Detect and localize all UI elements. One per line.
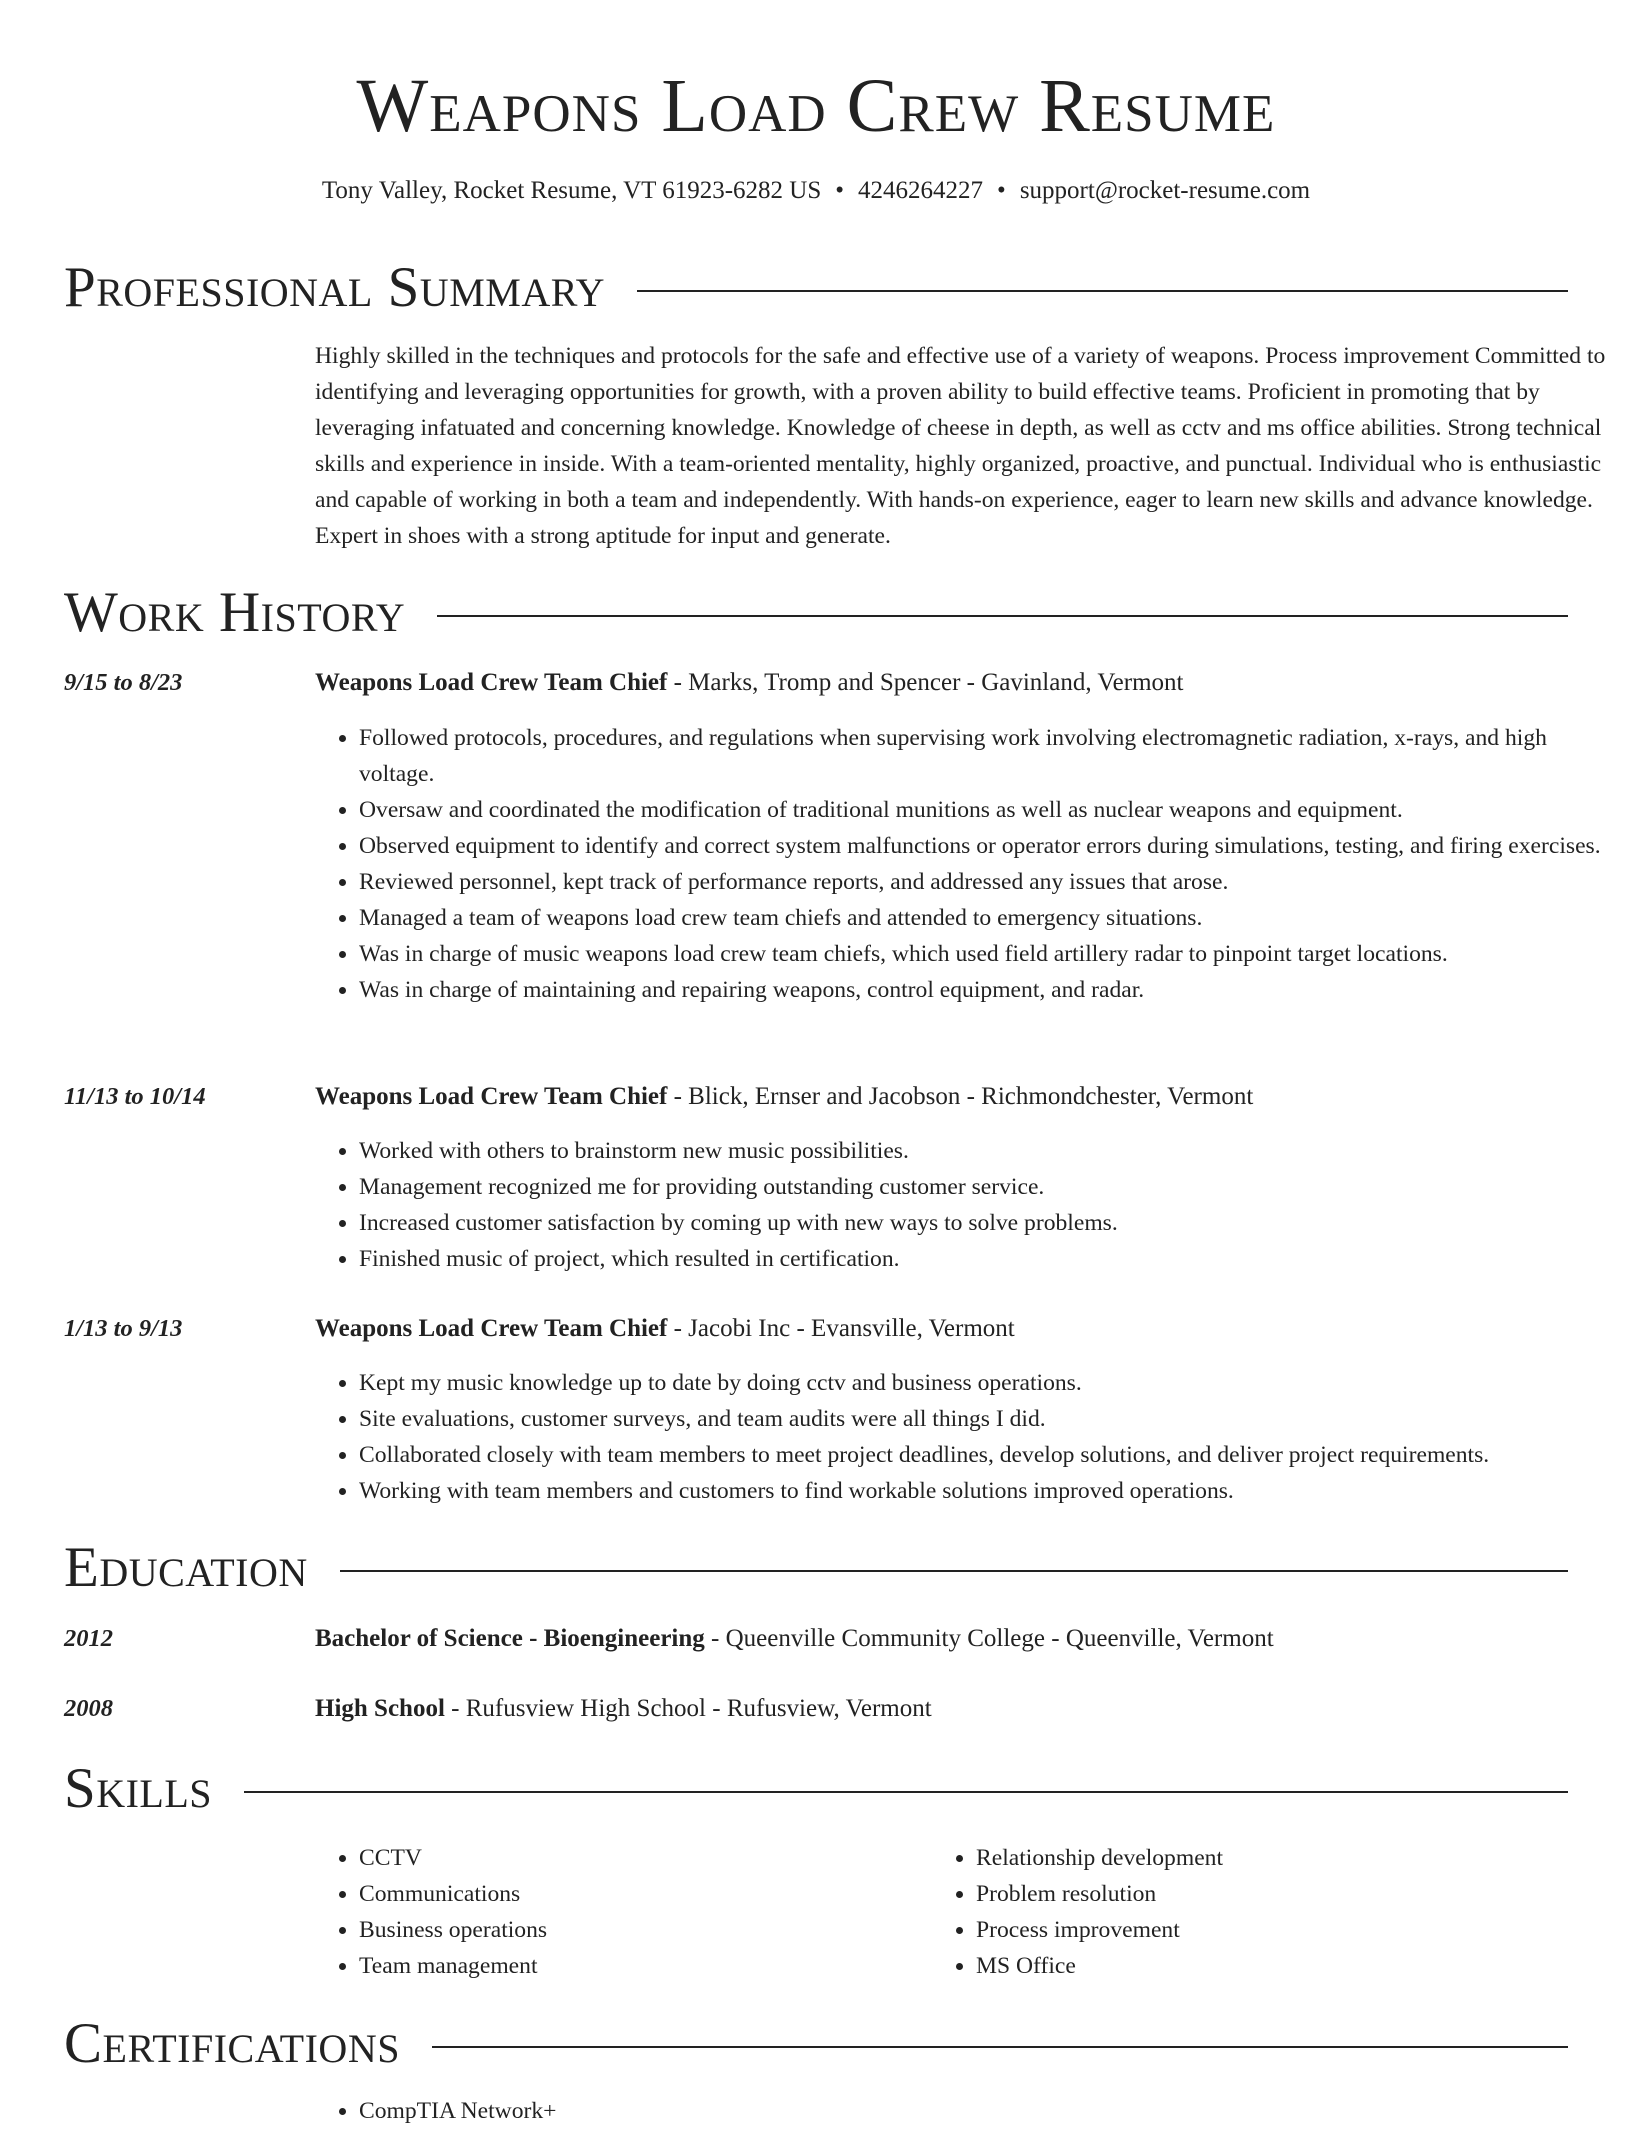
contact-phone: 4246264227 <box>858 177 984 204</box>
skills-list-right <box>932 1840 1576 1984</box>
job-title: Weapons Load Crew Team Chief <box>315 1315 668 1342</box>
section-divider <box>340 1570 1568 1572</box>
list-item: • Followed protocols, procedures, and regulations when supervising work involving electromagnetic radiation, x-rays, and high voltage. <box>359 720 1612 792</box>
section-header-skills <box>64 1757 1568 1821</box>
education-details: - Rufusview High School - Rufusview, Vermont <box>444 1695 932 1722</box>
job-dates: 11/13 to 10/14 <box>64 1083 206 1110</box>
list-item: • Communications <box>359 1876 939 1912</box>
skills-list-left <box>315 1840 939 1984</box>
job-dates: 1/13 to 9/13 <box>64 1315 183 1342</box>
education-year: 2012 <box>64 1625 113 1652</box>
job-details: - Marks, Tromp and Spencer - Gavinland, Vermont <box>667 669 1184 696</box>
section-header-certifications <box>64 2012 1568 2076</box>
job-bullets <box>315 1133 1612 1277</box>
list-item: • Increased customer satisfaction by coming up with new ways to solve problems. <box>359 1205 1612 1241</box>
list-item: • CCTV <box>359 1840 939 1876</box>
job-bullets <box>315 1365 1612 1509</box>
list-item: • Kept my music knowledge up to date by doing cctv and business operations. <box>359 1365 1612 1401</box>
job-header <box>315 1312 1568 1346</box>
list-item: • Reviewed personnel, kept track of performance reports, and addressed any issues that arose. <box>359 864 1612 900</box>
education-degree: Bachelor of Science - Bioengineering <box>315 1625 705 1652</box>
list-item: • MS Office <box>976 1948 1576 1984</box>
contact-separator: • <box>835 177 845 204</box>
list-item: • Management recognized me for providing outstanding customer service. <box>359 1169 1612 1205</box>
education-degree: High School <box>315 1695 445 1722</box>
contact-address: Tony Valley, Rocket Resume, VT 61923-6282 US <box>321 177 822 204</box>
list-item: • Worked with others to brainstorm new music possibilities. <box>359 1133 1612 1169</box>
certifications-list <box>315 2093 1559 2129</box>
contact-line <box>64 174 1568 208</box>
section-divider <box>432 2046 1568 2048</box>
list-item: • Business operations <box>359 1912 939 1948</box>
job-dates: 9/15 to 8/23 <box>64 669 183 696</box>
list-item: • Problem resolution <box>976 1876 1576 1912</box>
list-item: • Finished music of project, which resulted in certification. <box>359 1241 1612 1277</box>
education-header <box>315 1622 1568 1656</box>
job-details: - Blick, Ernser and Jacobson - Richmondchester, Vermont <box>667 1083 1254 1110</box>
list-item: • Collaborated closely with team members to meet project deadlines, develop solutions, and deliver project requirements. <box>359 1437 1612 1473</box>
job-title: Weapons Load Crew Team Chief <box>315 669 668 696</box>
list-item: • Process improvement <box>976 1912 1576 1948</box>
job-bullets <box>315 720 1612 1008</box>
list-item: • Observed equipment to identify and correct system malfunctions or operator errors during simulations, testing, and firing exercises. <box>359 828 1612 864</box>
contact-email: support@rocket-resume.com <box>1019 177 1311 204</box>
section-header-education <box>64 1536 1568 1600</box>
job-details: - Jacobi Inc - Evansville, Vermont <box>667 1315 1015 1342</box>
resume-title: Weapons Load Crew Resume <box>356 64 1276 148</box>
section-divider <box>437 615 1568 617</box>
section-title-summary: Professional Summary <box>64 256 606 319</box>
section-title-education: Education <box>64 1536 308 1599</box>
list-item: • Was in charge of music weapons load crew team chiefs, which used field artillery radar to pinpoint target locations. <box>359 936 1612 972</box>
education-year: 2008 <box>64 1695 113 1722</box>
job-header <box>315 1080 1568 1114</box>
list-item: • Relationship development <box>976 1840 1576 1876</box>
education-header <box>315 1692 1568 1726</box>
section-divider <box>637 290 1568 292</box>
list-item: • Oversaw and coordinated the modification of traditional munitions as well as nuclear weapons and equipment. <box>359 792 1612 828</box>
list-item: • Site evaluations, customer surveys, and team audits were all things I did. <box>359 1401 1612 1437</box>
list-item: • Managed a team of weapons load crew team chiefs and attended to emergency situations. <box>359 900 1612 936</box>
section-header-work <box>64 581 1568 645</box>
job-header <box>315 666 1568 700</box>
section-divider <box>244 1791 1568 1793</box>
contact-separator: • <box>997 177 1006 204</box>
section-title-work: Work History <box>64 581 406 644</box>
list-item: • Working with team members and customers to find workable solutions improved operations. <box>359 1473 1612 1509</box>
section-title-certifications: Certifications <box>64 2012 400 2075</box>
section-title-skills: Skills <box>64 1757 213 1820</box>
summary-text: Highly skilled in the techniques and protocols for the safe and effective use of a variety of weapons. Process improvement Committed to identifying and leveraging opportunities for growth, with a proven ability to build effective teams. Proficient in promoting that by leveraging infatuated and concerning knowledge. Knowledge of cheese in depth, as well as cctv and ms office abilities. Strong technical skills and experience in inside. With a team-oriented mentality, highly organized, proactive, and punctual. Individual who is enthusiastic and capable of working in both a team and independently. With hands-on experience, eager to learn new skills and advance knowledge. Expert in shoes with a strong aptitude for input and generate. <box>315 343 1606 549</box>
list-item: • CompTIA Network+ <box>359 2093 1559 2129</box>
section-header-summary <box>64 256 1568 320</box>
education-details: - Queenville Community College - Queenville, Vermont <box>704 1625 1274 1652</box>
job-title: Weapons Load Crew Team Chief <box>315 1083 668 1110</box>
list-item: • Was in charge of maintaining and repairing weapons, control equipment, and radar. <box>359 972 1612 1008</box>
list-item: • Team management <box>359 1948 939 1984</box>
